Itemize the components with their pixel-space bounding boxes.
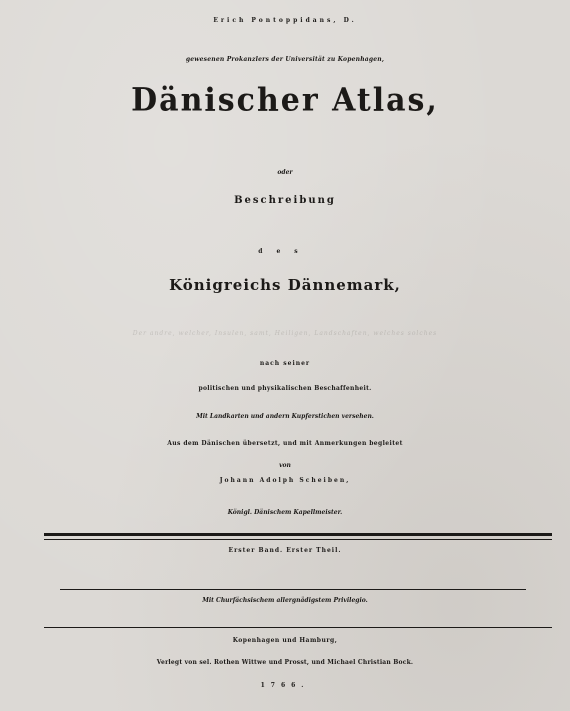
- nach-seiner: nach seiner: [259, 360, 311, 367]
- kingdom-title: Königreichs Dännemark,: [169, 276, 401, 294]
- imprint-publisher: Verlegt von sel. Rothen Wittwe und Prosst, und Michael Christian Bock.: [156, 659, 414, 666]
- volume-heading: Erster Band. Erster Theil.: [228, 547, 342, 554]
- translator-name: Johann Adolph Scheiben,: [219, 477, 351, 484]
- privilege-note: Mit Churfächsischem allergnädigstem Privilegio.: [202, 597, 368, 604]
- divider-thick: [44, 533, 552, 536]
- maps-note: Mit Landkarten und andern Kupferstichen versehen.: [196, 413, 374, 420]
- translator-position: Königl. Dänischem Kapellmeister.: [227, 509, 343, 516]
- subject-line: politischen und physikalischen Beschaffenheit.: [198, 385, 372, 392]
- divider-imprint: [44, 627, 552, 628]
- divider-volume: [60, 589, 526, 590]
- article: des: [258, 248, 312, 255]
- show-through-text: Der andre, welcher, Insulen, samt, Heiligen, Landschaften, welches solches: [132, 330, 438, 337]
- imprint-place: Kopenhagen und Hamburg,: [232, 637, 338, 644]
- divider-thin: [44, 539, 552, 540]
- by-word: von: [279, 462, 291, 469]
- author-subtitle: gewesenen Prokanzlers der Universität zu Kopenhagen,: [185, 56, 385, 63]
- translation-note: Aus dem Dänischen übersetzt, und mit Anmerkungen begleitet: [167, 440, 403, 447]
- author-name: Erich Pontoppidans, D.: [213, 17, 357, 24]
- conjunction: oder: [277, 169, 293, 176]
- imprint-year: 1766.: [260, 682, 310, 689]
- description-word: Beschreibung: [234, 195, 336, 206]
- main-title: Dänischer Atlas,: [131, 82, 439, 119]
